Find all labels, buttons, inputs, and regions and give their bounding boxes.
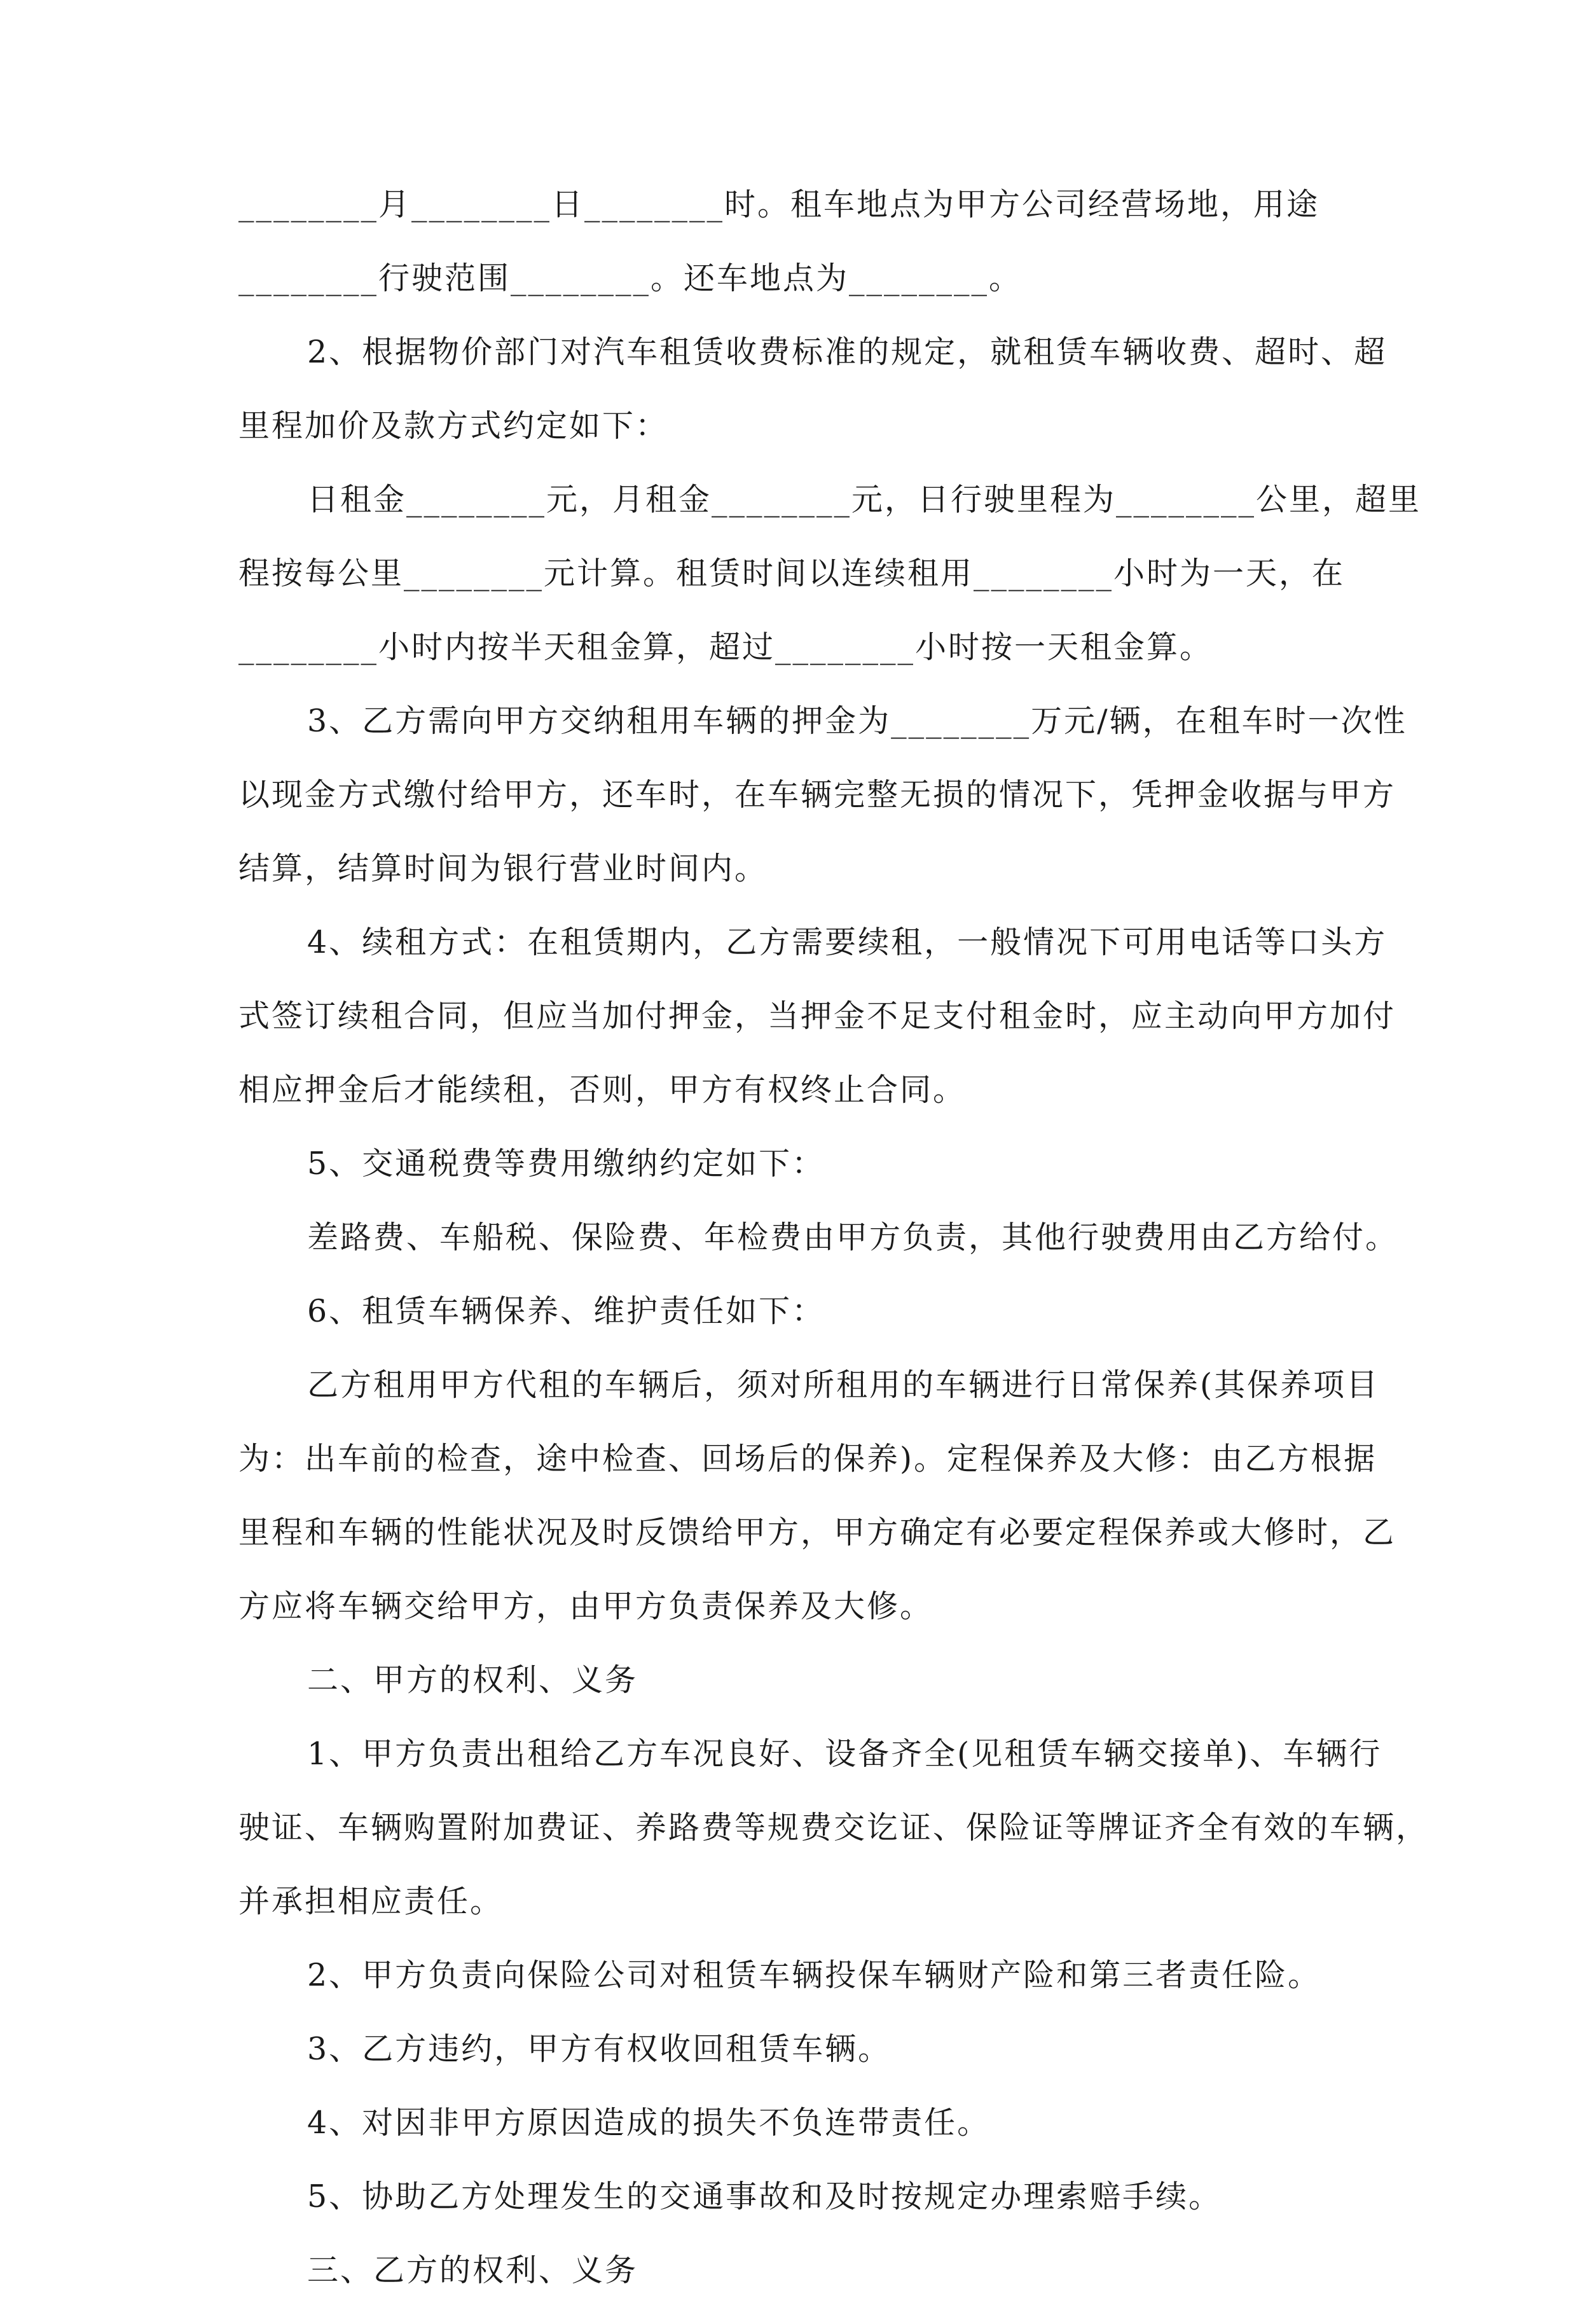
- text-line: 结算，结算时间为银行营业时间内。: [238, 850, 768, 887]
- text-line: 里程加价及款方式约定如下：: [238, 408, 669, 444]
- text-line: 式签订续租合同，但应当加付押金，当押金不足支付租金时，应主动向甲方加付: [238, 998, 1396, 1034]
- text-line: 4、续租方式：在租赁期内，乙方需要续租，一般情况下可用电话等口头方: [307, 924, 1388, 960]
- text-line: 相应押金后才能续租，否则，甲方有权终止合同。: [238, 1072, 967, 1108]
- section-heading: 二、甲方的权利、义务: [307, 1662, 638, 1698]
- text-line: 1、甲方负责出租给乙方车况良好、设备齐全(见租赁车辆交接单)、车辆行: [307, 1736, 1382, 1772]
- text-line: 4、对因非甲方原因造成的损失不负连带责任。: [307, 2105, 991, 2141]
- text-line: 6、租赁车辆保养、维护责任如下：: [307, 1293, 825, 1329]
- text-line: 以现金方式缴付给甲方，还车时，在车辆完整无损的情况下，凭押金收据与甲方: [238, 777, 1396, 813]
- text-line: 2、根据物价部门对汽车租赁收费标准的规定，就租赁车辆收费、超时、超: [307, 334, 1388, 370]
- text-line: 2、甲方负责向保险公司对租赁车辆投保车辆财产险和第三者责任险。: [307, 1957, 1321, 1993]
- text-line: 里程和车辆的性能状况及时反馈给甲方，甲方确定有必要定程保养或大修时，乙: [238, 1514, 1396, 1551]
- text-line: 程按每公里________元计算。租赁时间以连续租用________小时为一天，在: [238, 555, 1346, 591]
- section-heading: 三、乙方的权利、义务: [307, 2252, 638, 2288]
- text-line: 方应将车辆交给甲方，由甲方负责保养及大修。: [238, 1588, 933, 1624]
- text-line: 3、乙方违约，甲方有权收回租赁车辆。: [307, 2031, 892, 2067]
- text-line: 并承担相应责任。: [238, 1883, 504, 1919]
- text-line: ________行驶范围________。还车地点为________。: [238, 260, 1023, 296]
- text-line: ________月________日________时。租车地点为甲方公司经营场地，用途: [238, 186, 1320, 223]
- text-line: 为：出车前的检查，途中检查、回场后的保养)。定程保养及大修：由乙方根据: [238, 1441, 1377, 1477]
- text-line: 5、交通税费等费用缴纳约定如下：: [307, 1145, 825, 1182]
- text-line: 3、乙方需向甲方交纳租用车辆的押金为________万元/辆，在租车时一次性: [307, 703, 1407, 739]
- text-line: 日租金________元，月租金________元，日行驶里程为________公里，超里: [307, 481, 1422, 518]
- document-page: [238, 184, 1429, 2324]
- text-line: ________小时内按半天租金算，超过________小时按一天租金算。: [238, 629, 1213, 665]
- text-line: 差路费、车船税、保险费、年检费由甲方负责，其他行驶费用由乙方给付。: [307, 1219, 1399, 1255]
- text-line: 乙方租用甲方代租的车辆后，须对所租用的车辆进行日常保养(其保养项目: [307, 1367, 1380, 1403]
- text-line: 驶证、车辆购置附加费证、养路费等规费交讫证、保险证等牌证齐全有效的车辆，: [238, 1809, 1429, 1846]
- text-line: 5、协助乙方处理发生的交通事故和及时按规定办理索赔手续。: [307, 2178, 1222, 2215]
